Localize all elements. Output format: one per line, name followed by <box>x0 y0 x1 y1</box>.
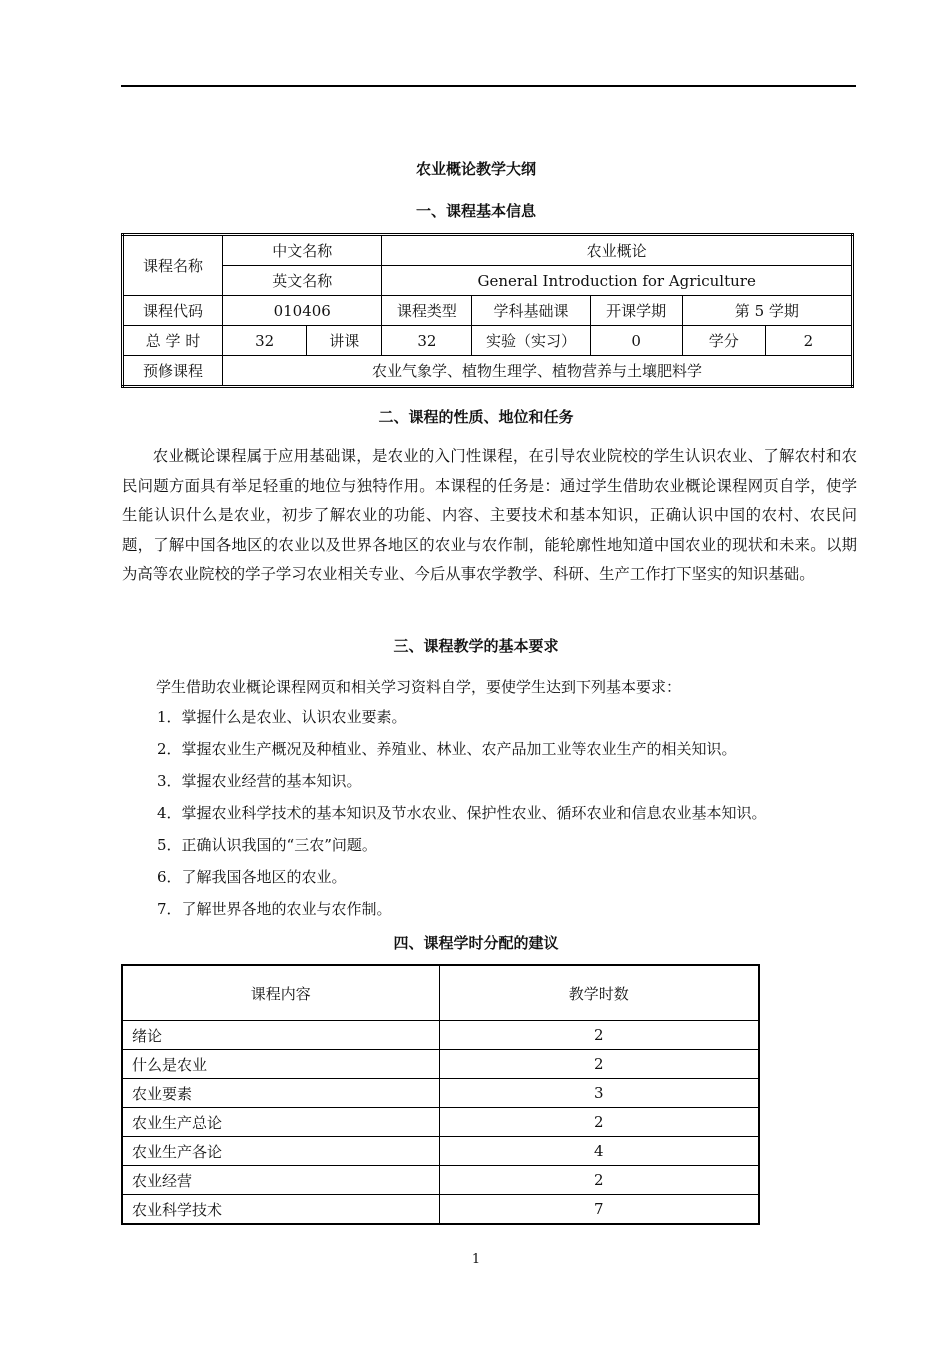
section-heading-hours: 四、课程学时分配的建议 <box>393 934 559 952</box>
list-item: 5．正确认识我国的“三农”问题。 <box>157 836 377 854</box>
chinese-name-value: 农业概论 <box>382 235 853 266</box>
english-name-value: General Introduction for Agriculture <box>382 266 853 296</box>
course-type-label: 课程类型 <box>382 296 472 326</box>
total-hours-value: 32 <box>223 326 307 356</box>
course-code-label: 课程代码 <box>123 296 223 326</box>
content-cell: 农业经营 <box>122 1166 439 1195</box>
lab-hours-value: 0 <box>590 326 682 356</box>
semester-label: 开课学期 <box>590 296 682 326</box>
header-rule <box>121 85 856 87</box>
list-item: 6．了解我国各地区的农业。 <box>157 868 347 886</box>
list-item: 4．掌握农业科学技术的基本知识及节水农业、保护性农业、循环农业和信息农业基本知识。 <box>157 804 767 822</box>
section-heading-basic-info: 一、课程基本信息 <box>415 202 536 220</box>
course-name-label: 课程名称 <box>123 235 223 296</box>
table-row <box>122 1021 759 1050</box>
credit-value: 2 <box>765 326 852 356</box>
total-hours-label: 总 学 时 <box>123 326 223 356</box>
list-item: 2．掌握农业生产概况及种植业、养殖业、林业、农产品加工业等农业生产的相关知识。 <box>157 740 737 758</box>
hours-allocation-table <box>121 964 760 1225</box>
column-header-content: 课程内容 <box>122 965 439 1021</box>
content-cell: 农业要素 <box>122 1079 439 1108</box>
nature-paragraph: 农业概论课程属于应用基础课，是农业的入门性课程，在引导农业院校的学生认识农业、了解农村和农民问题方面具有举足轻重的地位与独特作用。本课程的任务是：通过学生借助农业概论课程网页自学，使学生能认识什么是农业，初步了解农业的功能、内容、主要技术和基本知识，正确认识中国的农村、农民问题，了解中国各地区的农业以及世界各地区的农业与农作制，能轮廓性地知道中国农业的现状和未来。以期为高等农业院校的学子学习农业相关专业、今后从事农学教学、科研、生产工作打下坚实的知识基础。 <box>122 447 857 583</box>
prerequisite-label: 预修课程 <box>123 356 223 387</box>
list-item: 3．掌握农业经营的基本知识。 <box>157 772 362 790</box>
course-type-value: 学科基础课 <box>472 296 590 326</box>
table-row <box>122 1050 759 1079</box>
table-row <box>122 1137 759 1166</box>
prerequisite-value: 农业气象学、植物生理学、植物营养与土壤肥料学 <box>223 356 853 387</box>
hours-cell: 2 <box>439 1166 759 1195</box>
column-header-hours: 教学时数 <box>439 965 759 1021</box>
hours-cell: 2 <box>439 1108 759 1137</box>
content-cell: 农业生产各论 <box>122 1137 439 1166</box>
table-row <box>122 1108 759 1137</box>
table-row <box>122 1195 759 1225</box>
chinese-name-label: 中文名称 <box>223 235 382 266</box>
table-row <box>122 1166 759 1195</box>
document-title: 农业概论教学大纲 <box>415 160 536 178</box>
english-name-label: 英文名称 <box>223 266 382 296</box>
list-item: 1．掌握什么是农业、认识农业要素。 <box>157 708 407 726</box>
hours-cell: 2 <box>439 1021 759 1050</box>
semester-value: 第 5 学期 <box>682 296 852 326</box>
content-cell: 农业科学技术 <box>122 1195 439 1225</box>
content-cell: 绪论 <box>122 1021 439 1050</box>
credit-label: 学分 <box>682 326 765 356</box>
section-heading-requirements: 三、课程教学的基本要求 <box>393 637 559 655</box>
list-item: 7．了解世界各地的农业与农作制。 <box>157 900 392 918</box>
table-row <box>122 1079 759 1108</box>
requirements-intro: 学生借助农业概论课程网页和相关学习资料自学，要使学生达到下列基本要求： <box>156 678 682 696</box>
content-cell: 什么是农业 <box>122 1050 439 1079</box>
hours-cell: 7 <box>439 1195 759 1225</box>
page-number: 1 <box>471 1252 481 1267</box>
content-cell: 农业生产总论 <box>122 1108 439 1137</box>
course-info-table <box>121 233 854 388</box>
requirements-list <box>157 705 767 929</box>
hours-cell: 4 <box>439 1137 759 1166</box>
lecture-label: 讲课 <box>307 326 382 356</box>
hours-cell: 3 <box>439 1079 759 1108</box>
lab-label: 实验（实习） <box>472 326 590 356</box>
course-code-value: 010406 <box>223 296 382 326</box>
lecture-hours-value: 32 <box>382 326 472 356</box>
hours-cell: 2 <box>439 1050 759 1079</box>
section-heading-nature: 二、课程的性质、地位和任务 <box>378 408 574 426</box>
